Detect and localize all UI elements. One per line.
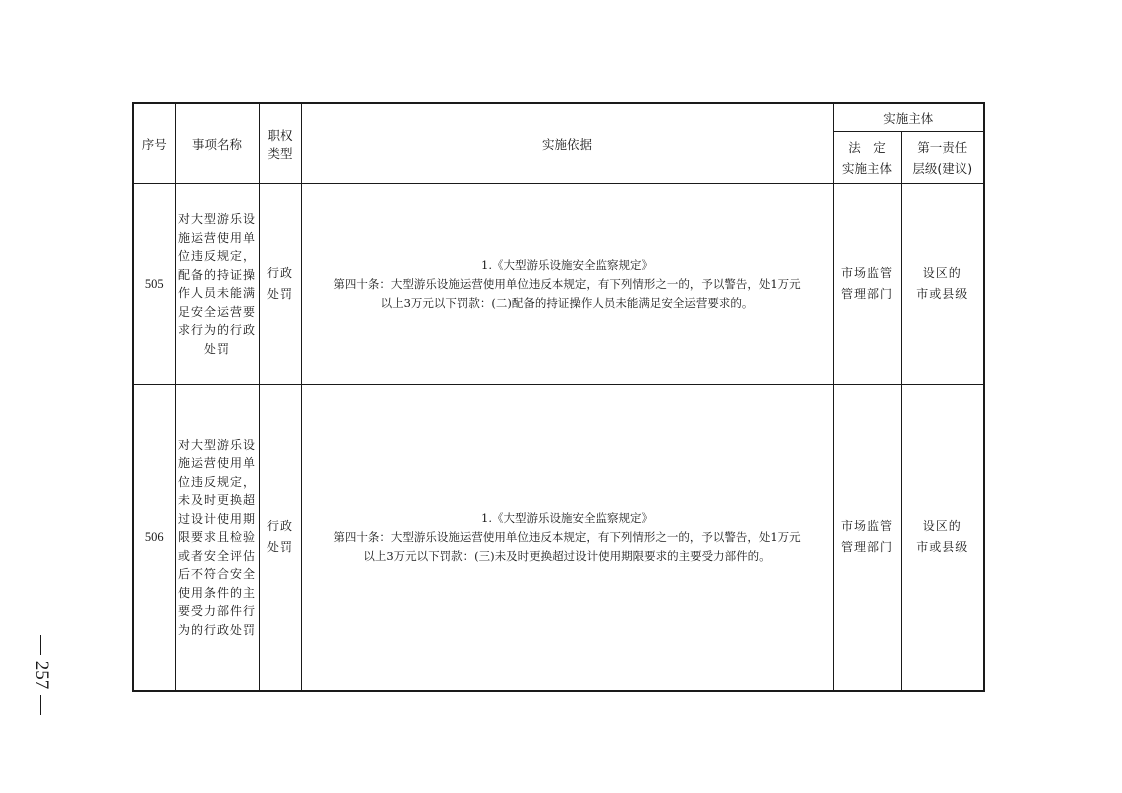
row-legal-subject [833, 184, 901, 385]
header-item-name: 事项名称 [175, 103, 259, 184]
header-power-type-line1: 职权 [267, 127, 293, 143]
row-first-resp-line1: 设区的 [922, 266, 962, 280]
header-legal-subject-line1: 法 定 [848, 139, 886, 155]
row-legal-subject-line2: 管理部门 [840, 287, 893, 301]
row-basis-line1: 1.《大型游乐设施安全监察规定》 [481, 257, 653, 272]
row-legal-subject-line1: 市场监管 [840, 266, 893, 280]
page-number-dash-right [41, 695, 42, 715]
row-power-type-line2: 处罚 [266, 540, 293, 555]
row-basis [301, 184, 833, 385]
row-basis-line3: 以上3万元以下罚款：(二)配备的持证操作人员未能满足安全运营要求的。 [380, 295, 754, 310]
row-legal-subject-line2: 管理部门 [840, 540, 893, 555]
enforcement-items-table [132, 102, 985, 692]
table-row [133, 184, 984, 385]
row-first-responsibility [901, 385, 984, 691]
row-basis [301, 385, 833, 691]
row-basis-line2: 第四十条：大型游乐设施运营使用单位违反本规定，有下列情形之一的，予以警告，处1万元 [333, 276, 801, 291]
row-legal-subject [833, 385, 901, 691]
page-number [30, 620, 52, 730]
row-power-type [259, 184, 301, 385]
header-power-type [259, 103, 301, 184]
row-legal-subject-line1: 市场监管 [840, 519, 893, 534]
table-row [133, 385, 984, 691]
row-item-name: 对大型游乐设施运营使用单位违反规定，未及时更换超过设计使用期限要求且检验或者安全评估后不符合安全使用条件的主要受力部件行为的行政处罚 [175, 385, 259, 691]
row-basis-line3: 以上3万元以下罚款：(三)未及时更换超过设计使用期限要求的主要受力部件的。 [363, 548, 771, 563]
row-power-type-line1: 行政 [266, 266, 293, 280]
row-basis-line2: 第四十条：大型游乐设施运营使用单位违反本规定，有下列情形之一的，予以警告，处1万元 [333, 529, 801, 544]
row-seq: 506 [133, 385, 175, 691]
header-first-responsibility [901, 132, 984, 184]
header-legal-subject-line2: 实施主体 [841, 160, 892, 176]
row-first-resp-line2: 市或县级 [916, 540, 969, 555]
row-first-resp-line2: 市或县级 [916, 287, 969, 301]
row-item-name: 对大型游乐设施运营使用单位违反规定，配备的持证操作人员未能满足安全运营要求行为的行政处罚 [175, 184, 259, 385]
header-seq: 序号 [133, 103, 175, 184]
header-legal-subject [833, 132, 901, 184]
row-basis-line1: 1.《大型游乐设施安全监察规定》 [481, 510, 653, 525]
header-power-type-line2: 类型 [267, 145, 293, 161]
row-power-type-line1: 行政 [266, 519, 293, 534]
row-seq: 505 [133, 184, 175, 385]
header-subject-group: 实施主体 [833, 103, 984, 132]
page-number-dash-left [41, 635, 42, 655]
row-first-resp-line1: 设区的 [922, 519, 962, 534]
header-first-resp-line1: 第一责任 [917, 139, 968, 155]
page-number-text: 257 [31, 660, 52, 690]
row-power-type-line2: 处罚 [266, 287, 293, 301]
row-first-responsibility [901, 184, 984, 385]
header-first-resp-line2: 层级(建议) [912, 160, 973, 176]
header-basis: 实施依据 [301, 103, 833, 184]
row-power-type [259, 385, 301, 691]
